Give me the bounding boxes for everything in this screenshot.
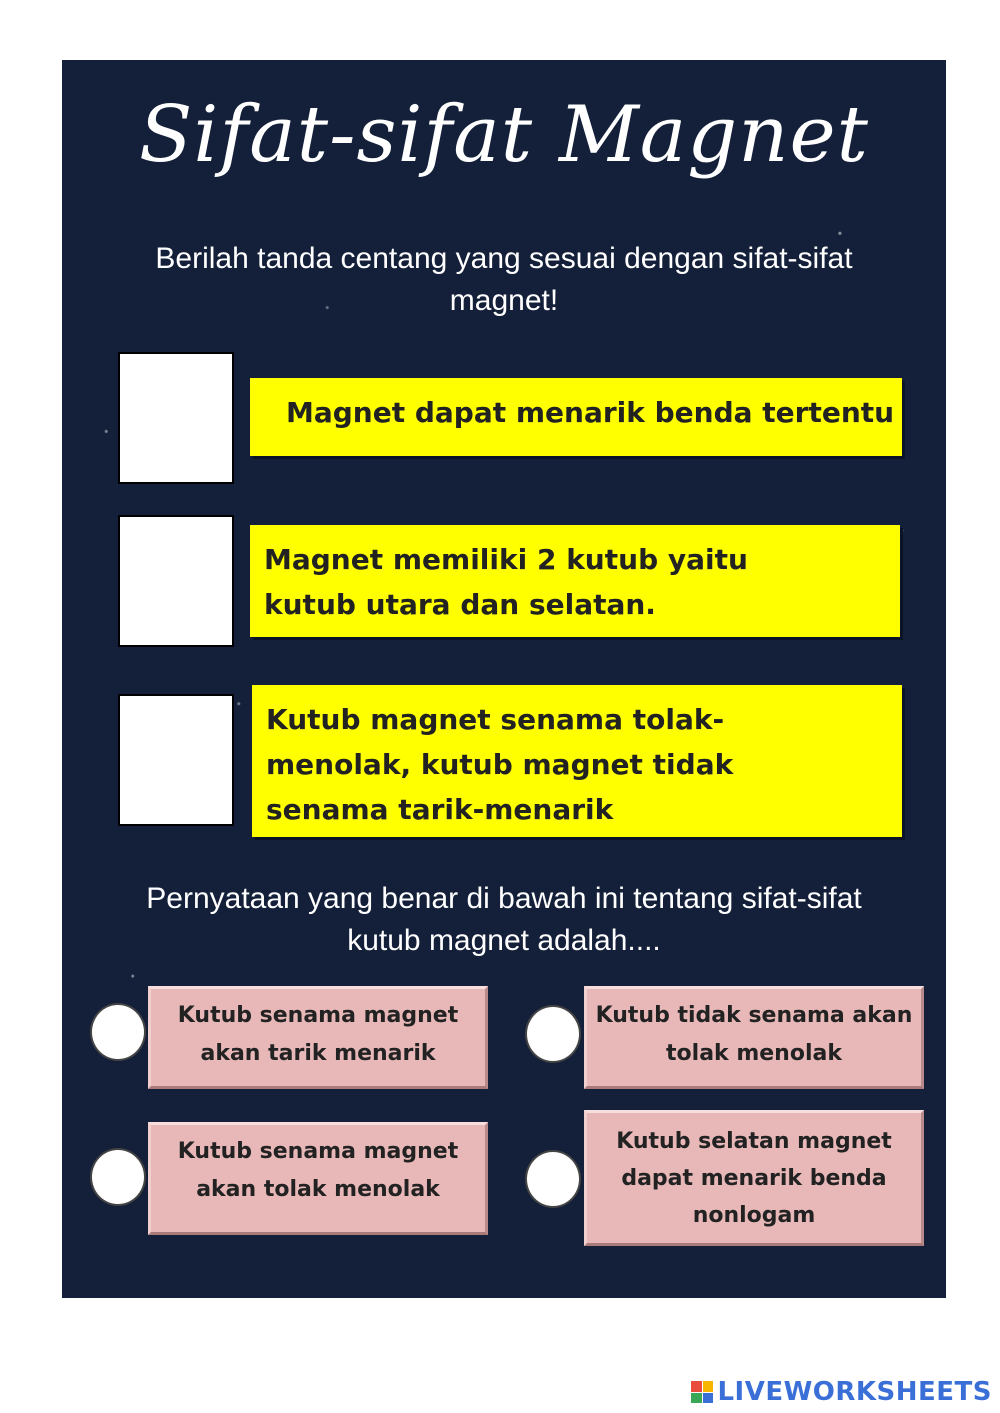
- statement-2: Magnet memiliki 2 kutub yaitu kutub utara dan selatan.: [250, 525, 900, 637]
- liveworksheets-brand: LIVEWORKSHEETS: [717, 1377, 992, 1407]
- worksheet-title: Sifat-sifat Magnet: [139, 90, 869, 180]
- liveworksheets-footer: [691, 1377, 992, 1407]
- radio-option-1[interactable]: [90, 1003, 146, 1061]
- checkbox-3[interactable]: [118, 694, 234, 826]
- option-4[interactable]: Kutub selatan magnet dapat menarik benda nonlogam: [584, 1110, 924, 1246]
- option-2[interactable]: Kutub tidak senama akan tolak menolak: [584, 986, 924, 1089]
- option-3[interactable]: Kutub senama magnet akan tolak menolak: [148, 1122, 488, 1235]
- statement-3: Kutub magnet senama tolak-menolak, kutub magnet tidak senama tarik-menarik: [252, 685, 902, 837]
- radio-option-4[interactable]: [525, 1150, 581, 1208]
- statement-1: Magnet dapat menarik benda tertentu: [250, 378, 902, 456]
- checkbox-2[interactable]: [118, 515, 234, 647]
- worksheet: [62, 60, 946, 1298]
- radio-option-3[interactable]: [90, 1148, 146, 1206]
- option-1[interactable]: Kutub senama magnet akan tarik menarik: [148, 986, 488, 1089]
- checkbox-1[interactable]: [118, 352, 234, 484]
- instruction-text: Berilah tanda centang yang sesuai dengan sifat-sifat magnet!: [155, 242, 853, 317]
- question-text: Pernyataan yang benar di bawah ini tentang sifat-sifat kutub magnet adalah....: [146, 882, 862, 957]
- radio-option-2[interactable]: [525, 1005, 581, 1063]
- liveworksheets-logo-icon: [691, 1381, 713, 1403]
